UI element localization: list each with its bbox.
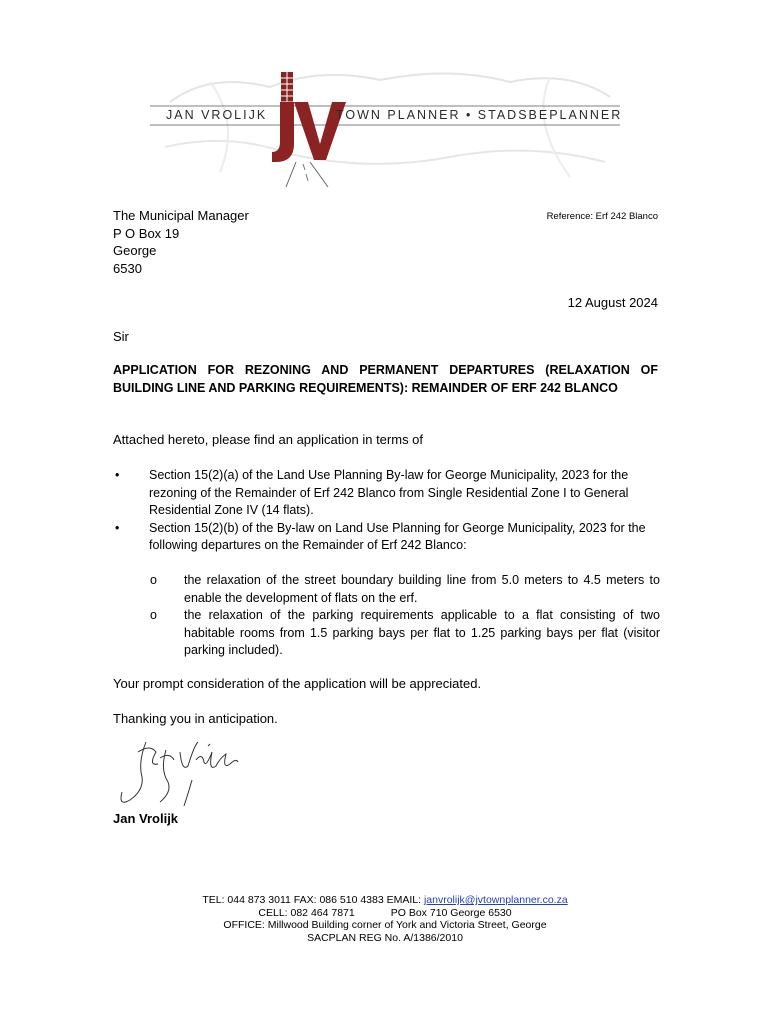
salutation: Sir — [113, 329, 129, 344]
signatory-name: Jan Vrolijk — [113, 811, 179, 826]
footer-cell-line — [0, 907, 770, 920]
footer — [0, 894, 770, 944]
recipient-line: P O Box 19 — [113, 225, 180, 241]
bullet-text: Section 15(2)(a) of the Land Use Planning By-law for George Municipality, 2023 for the rezoning of the Remainder of Erf 242 Blanco from Single Residential Zone I to General Residential Zone IV (14 flats). — [149, 468, 629, 517]
recipient-line: 6530 — [113, 260, 142, 276]
subject-heading: APPLICATION FOR REZONING AND PERMANENT DEPARTURES (RELAXATION OF BUILDING LINE AND PARKING REQUIREMENTS): REMAINDER OF ERF 242 BLANCO — [113, 363, 658, 395]
sub-bullet-marker: o — [150, 608, 157, 622]
letterhead — [150, 62, 623, 192]
footer-office: OFFICE: Millwood Building corner of York and Victoria Street, George — [223, 919, 547, 931]
sub-bullet-marker: o — [150, 573, 157, 587]
footer-po-box: PO Box 710 George 6530 — [390, 906, 512, 919]
intro-text: Attached hereto, please find an application in terms of — [113, 432, 424, 447]
bullet-text: Section 15(2)(b) of the By-law on Land Use Planning for George Municipality, 2023 for the following departures on the Remainder of Erf 242 Blanco: — [149, 520, 646, 552]
email-link[interactable]: janvrolijk@jvtownplanner.co.za — [423, 894, 568, 906]
closing-text: Your prompt consideration of the application will be appreciated. — [113, 676, 482, 691]
recipient-line: George — [113, 243, 157, 258]
letterhead-graphic — [150, 62, 623, 192]
list-item — [148, 572, 660, 607]
sub-bullet-text: the relaxation of the street boundary building line from 5.0 meters to 4.5 meters to enable the development of flats on the erf. — [184, 573, 660, 605]
reference: Reference: Erf 242 Blanco — [546, 211, 658, 222]
recipient-address — [113, 207, 249, 277]
bullet-marker: • — [115, 520, 120, 535]
footer-cell: CELL: 082 464 7871 — [258, 906, 355, 919]
letterhead-tagline: TOWN PLANNER • STADSBEPLANNER — [336, 108, 623, 122]
bullet-list — [113, 467, 658, 555]
letterhead-name: JAN VROLIJK — [166, 108, 268, 122]
handwritten-signature — [108, 722, 248, 812]
closing-thanks: Thanking you in anticipation. — [113, 711, 278, 726]
list-item — [148, 607, 660, 660]
recipient-line: The Municipal Manager — [113, 208, 249, 223]
sub-bullet-list — [148, 572, 660, 660]
letter-date: 12 August 2024 — [567, 295, 658, 310]
list-item — [113, 520, 658, 555]
footer-sacplan: SACPLAN REG No. A/1386/2010 — [307, 931, 463, 944]
sub-bullet-text: the relaxation of the parking requirements applicable to a flat consisting of two habitable rooms from 1.5 parking bays per flat to 1.25 parking bays per flat (visitor parking included). — [184, 608, 660, 657]
list-item — [113, 467, 658, 520]
footer-tel-fax: TEL: 044 873 3011 FAX: 086 510 4383 EMAIL: — [202, 894, 424, 906]
footer-contact-line — [0, 894, 770, 907]
bullet-marker: • — [115, 468, 120, 482]
